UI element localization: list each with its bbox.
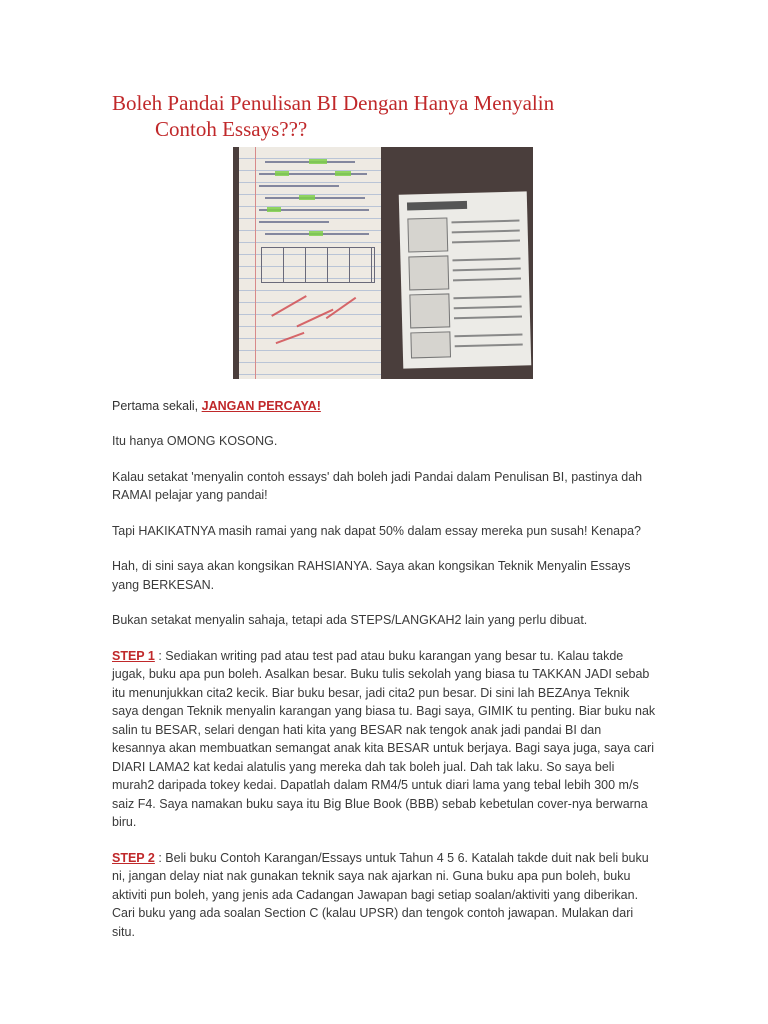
paragraph-3: Tapi HAKIKATNYA masih ramai yang nak dapat 50% dalam essay mereka pun susah! Kenapa? <box>112 523 641 538</box>
step-1 <box>112 647 657 832</box>
step-2-label: STEP 2 <box>112 850 155 865</box>
notebook-table <box>261 247 375 283</box>
intro-warning: JANGAN PERCAYA! <box>201 399 321 413</box>
article <box>112 90 657 941</box>
step-1-text: : Sediakan writing pad atau test pad atau buku karangan yang besar tu. Kalau takde jugak, buku apa pun boleh. Asalkan besar. Buku tulis sekolah yang biasa tu TAKKAN JADI sebab itu menunjukkan cita2 kecik. Biar buku besar, jadi cita2 pun besar. Di sini lah BEZAnya Teknik saya dengan Teknik menyalin karangan yang biasa tu. Bagi saya, GIMIK tu penting. Biar buku nak salin tu BESAR, selari dengan hati kita yang BESAR nak tengok anak jadi pandai BI dan kesannya akan membuatkan semangat anak kita BESAR untuk berjaya. Bagi saya juga, saya cari DIARI LAMA2 kat kedai alatulis yang mereka dah tak boleh jual. Dah tak laku. So saya beli murah2 daripada tokey kedai. Dapatlah dalam RM4/5 untuk diari lama yang tebal lebih 300 m/s saiz F4. Saya namakan buku saya itu Big Blue Book (BBB) sebab kebetulan cover-nya berwarna biru. <box>112 648 656 829</box>
intro-line <box>112 397 657 415</box>
workbook-page <box>399 191 532 368</box>
notebook-photo <box>233 147 533 379</box>
step-2 <box>112 849 657 942</box>
notebook-page <box>239 147 381 379</box>
step-2-text: : Beli buku Contoh Karangan/Essays untuk Tahun 4 5 6. Katalah takde duit nak beli buku ni, jangan delay niat nak gunakan teknik saya nak ajarkan ni. Guna buku apa pun boleh, buku aktiviti pun boleh, yang jenis ada Cadangan Jawapan bagi setiap soalan/aktiviti yang diberikan. Cari buku yang ada soalan Section C (kalau UPSR) dan tengok contoh jawapan. Mulakan dari situ. <box>112 850 649 939</box>
step-1-label: STEP 1 <box>112 648 155 663</box>
title-line-1: Boleh Pandai Penulisan BI Dengan Hanya Menyalin <box>112 91 555 115</box>
paragraph-1: Itu hanya OMONG KOSONG. <box>112 434 278 448</box>
intro-prefix: Pertama sekali, <box>112 399 202 413</box>
paragraph-4: Hah, di sini saya akan kongsikan RAHSIANYA. Saya akan kongsikan Teknik Menyalin Essays yang BERKESAN. <box>112 559 631 592</box>
paragraph-2: Kalau setakat 'menyalin contoh essays' dah boleh jadi Pandai dalam Penulisan BI, pastinya dah RAMAI pelajar yang pandai! <box>112 469 643 502</box>
title-line-2: Contoh Essays??? <box>155 117 308 141</box>
article-title <box>112 90 657 142</box>
paragraph-5: Bukan setakat menyalin sahaja, tetapi ada STEPS/LANGKAH2 lain yang perlu dibuat. <box>112 613 588 627</box>
